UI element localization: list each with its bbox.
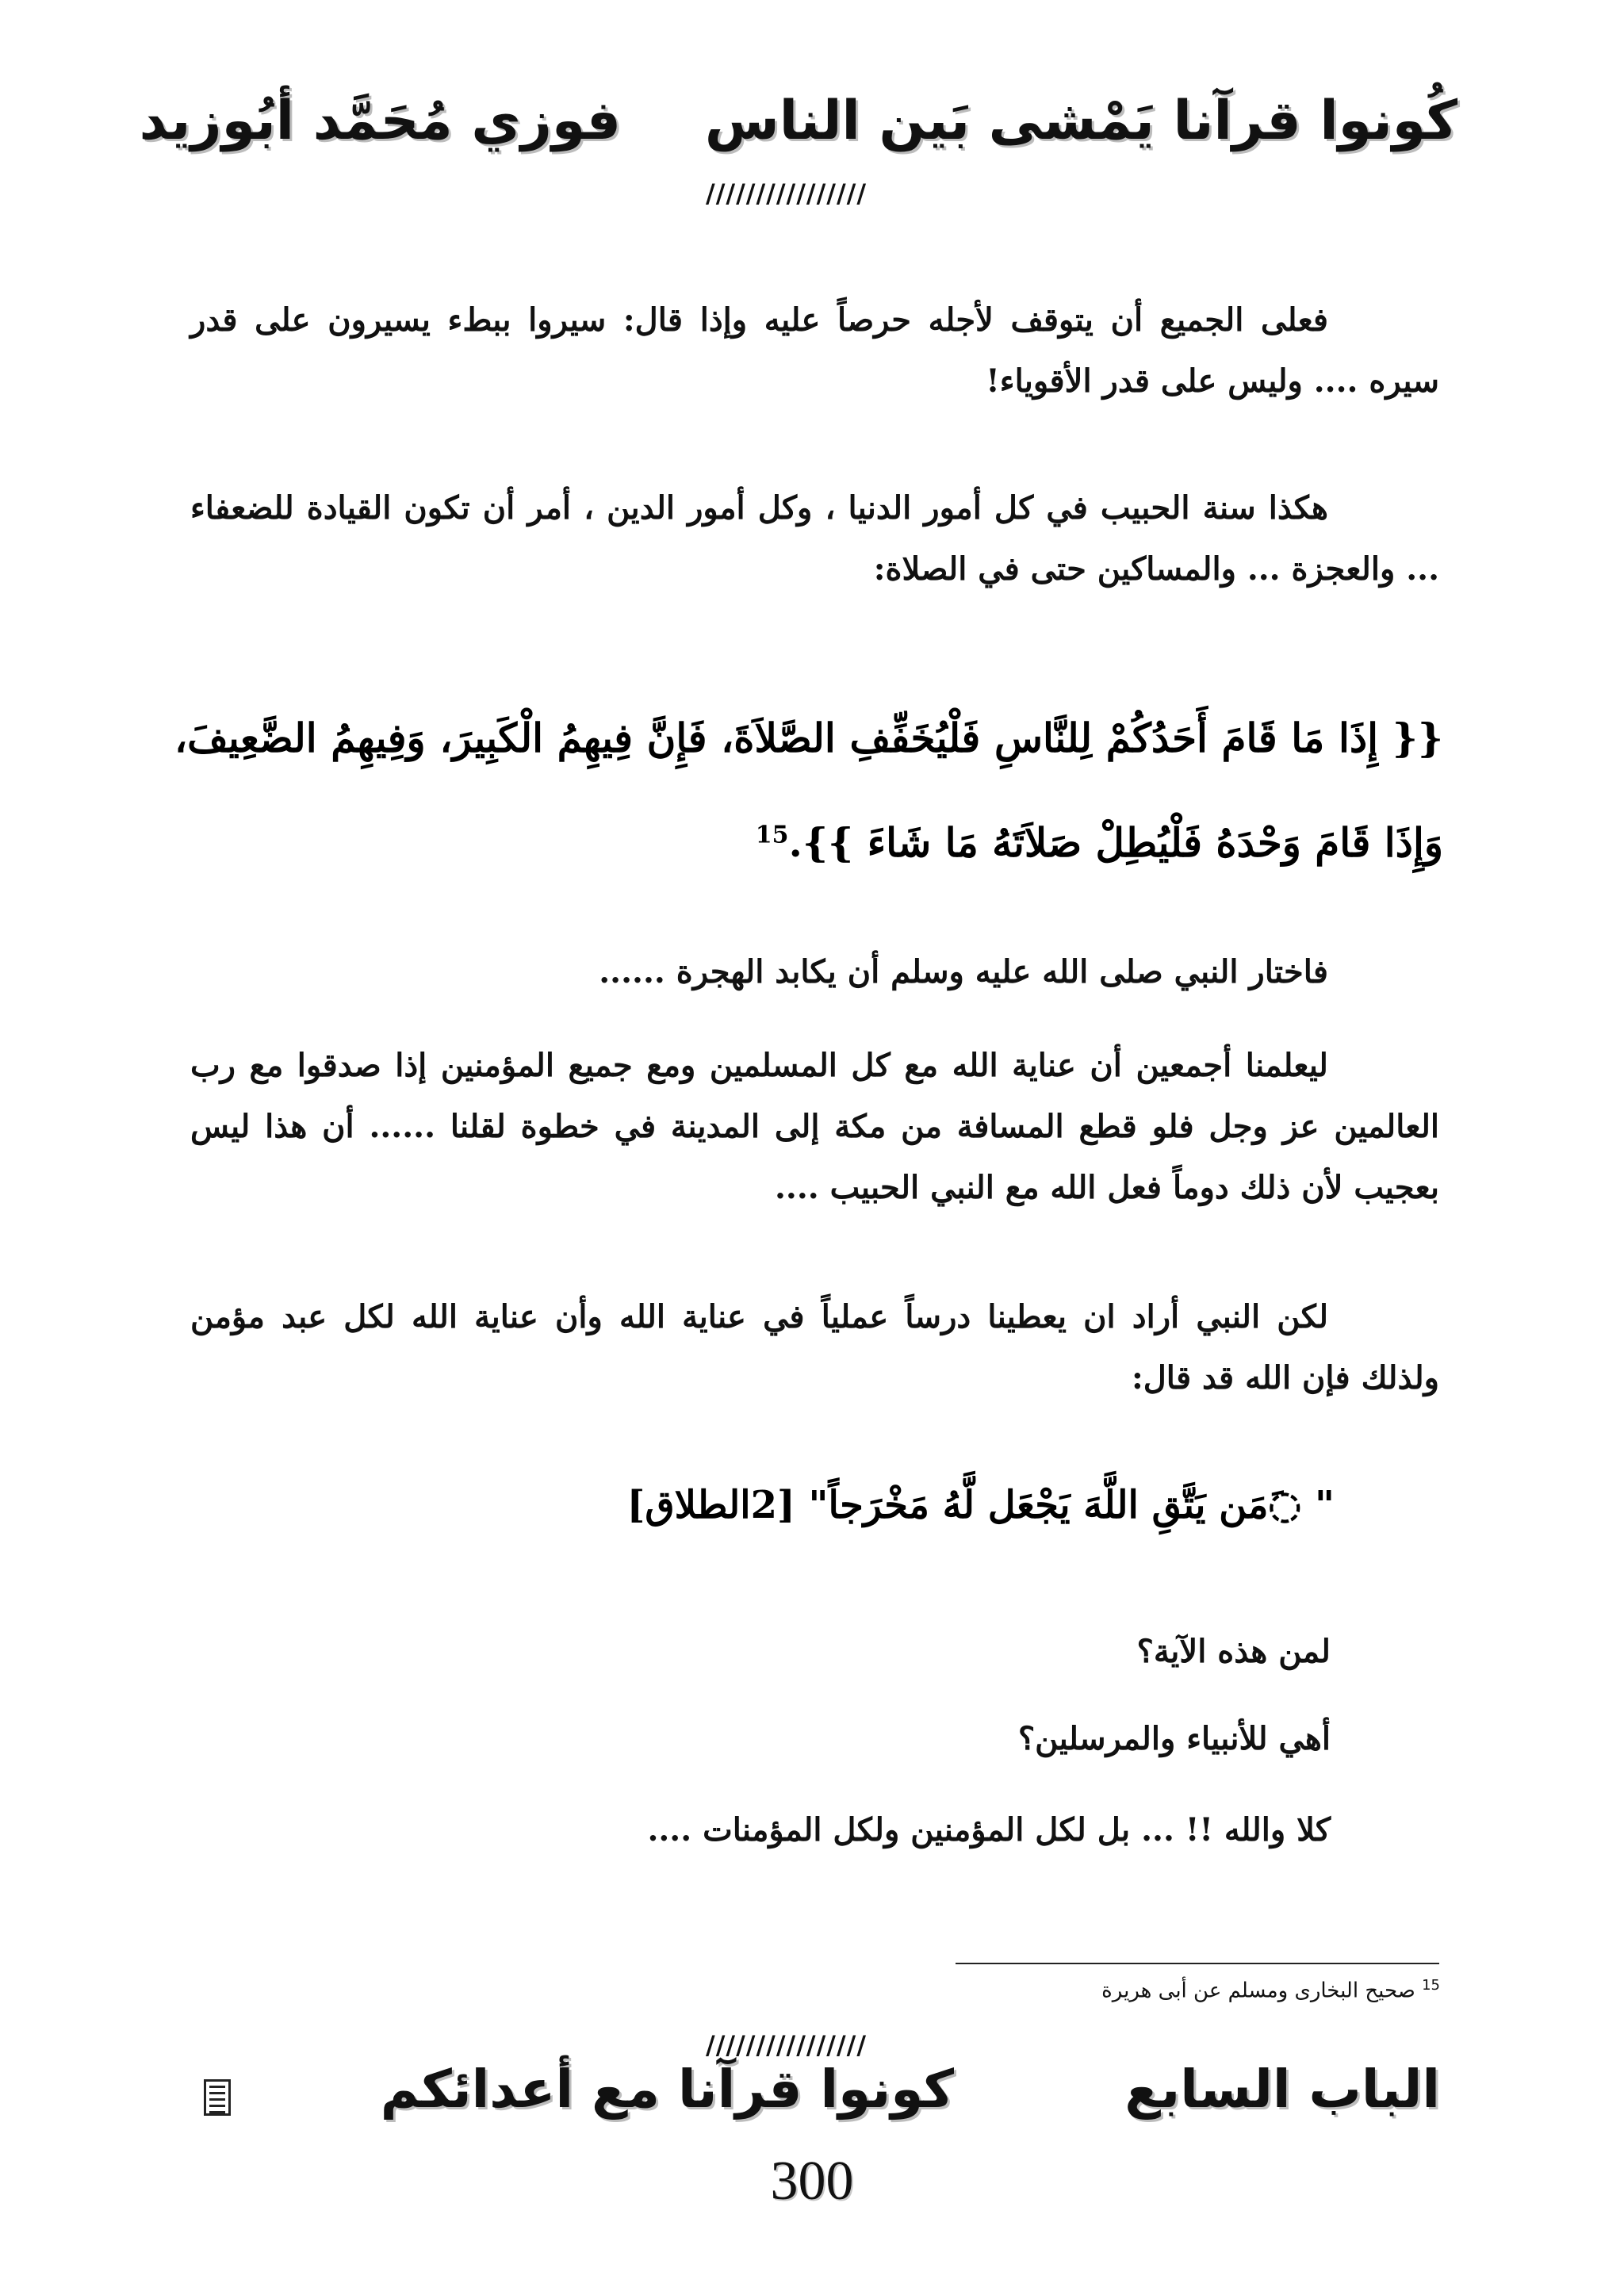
- footer-chapter-title: كونوا قرآنا مع أعدائكم: [380, 2059, 954, 2120]
- body-paragraph-4: ليعلمنا أجمعين أن عناية الله مع كل المسلمين ومع جميع المؤمنين إذا صدقوا مع رب العالمين عز وجل فلو قطع المسافة من مكة إلى المدينة في خطوة لقلنا ...... أن هذا ليس بعجيب لأن ذلك دوماً فعل الله مع النبي الحبيب ....: [190, 1047, 1439, 1206]
- body-paragraph-2: هكذا سنة الحبيب في كل أمور الدنيا ، وكل أمور الدين ، أمر أن تكون القيادة للضعفاء ... والعجزة ... والمساكين حتى في الصلاة:: [190, 489, 1439, 588]
- footnote: [1101, 1975, 1440, 2007]
- header-book-title: كُونوا قرآنا يَمْشى بَين الناس: [704, 90, 1457, 152]
- quran-verse: " ◌َمَن يَتَّقِ اللَّهَ يَجْعَل لَّهُ مَخْرَجاً" [2الطلاق]: [626, 1483, 1335, 1527]
- footnote-divider: [956, 1963, 1439, 1964]
- footnote-number: 15: [1422, 1977, 1440, 1994]
- body-paragraph-5: لكن النبي أراد ان يعطينا درساً عملياً في عناية الله وأن عناية الله لكل عبد مؤمن ولذلك فإن الله قد قال:: [190, 1298, 1439, 1396]
- question-line-2: أهي للأنبياء والمرسلين؟: [1017, 1720, 1331, 1757]
- body-paragraph-3: فاختار النبي صلى الله عليه وسلم أن يكابد الهجرة ......: [599, 953, 1328, 990]
- body-paragraph-1: فعلى الجميع أن يتوقف لأجله حرصاً عليه وإذا قال: سيروا ببطء يسيرون على قدر سيره .... وليس على قدر الأقوياء!: [190, 301, 1439, 400]
- footer-chapter-label: الباب السابع: [1124, 2059, 1440, 2120]
- page-number: 300: [770, 2151, 854, 2212]
- header-separator: ////////////////: [706, 178, 867, 209]
- answer-line: كلا والله !! ... بل لكل المؤمنين ولكل المؤمنات ....: [647, 1811, 1331, 1849]
- header-author: فوزي مُحَمَّد أبُوزيد: [139, 90, 621, 152]
- footnote-reference: 15: [755, 821, 789, 849]
- document-icon: [204, 2079, 231, 2116]
- question-line-1: لمن هذه الآية؟: [1136, 1633, 1331, 1670]
- footnote-text: صحيح البخارى ومسلم عن أبى هريرة: [1101, 1979, 1415, 2003]
- footer-separator: ////////////////: [706, 2030, 867, 2060]
- hadith-quote: [174, 686, 1443, 895]
- hadith-text: {{ إِذَا مَا قَامَ أَحَدُكُمْ لِلنَّاسِ فَلْيُخَفِّفِ الصَّلاَةَ، فَإِنَّ فِيهِمُ الْكَبِيرَ، وَفِيهِمُ الضَّعِيفَ، وَإِذَا قَامَ وَحْدَهُ فَلْيُطِلْ صَلاَتَهُ مَا شَاءَ }}.: [174, 715, 1443, 866]
